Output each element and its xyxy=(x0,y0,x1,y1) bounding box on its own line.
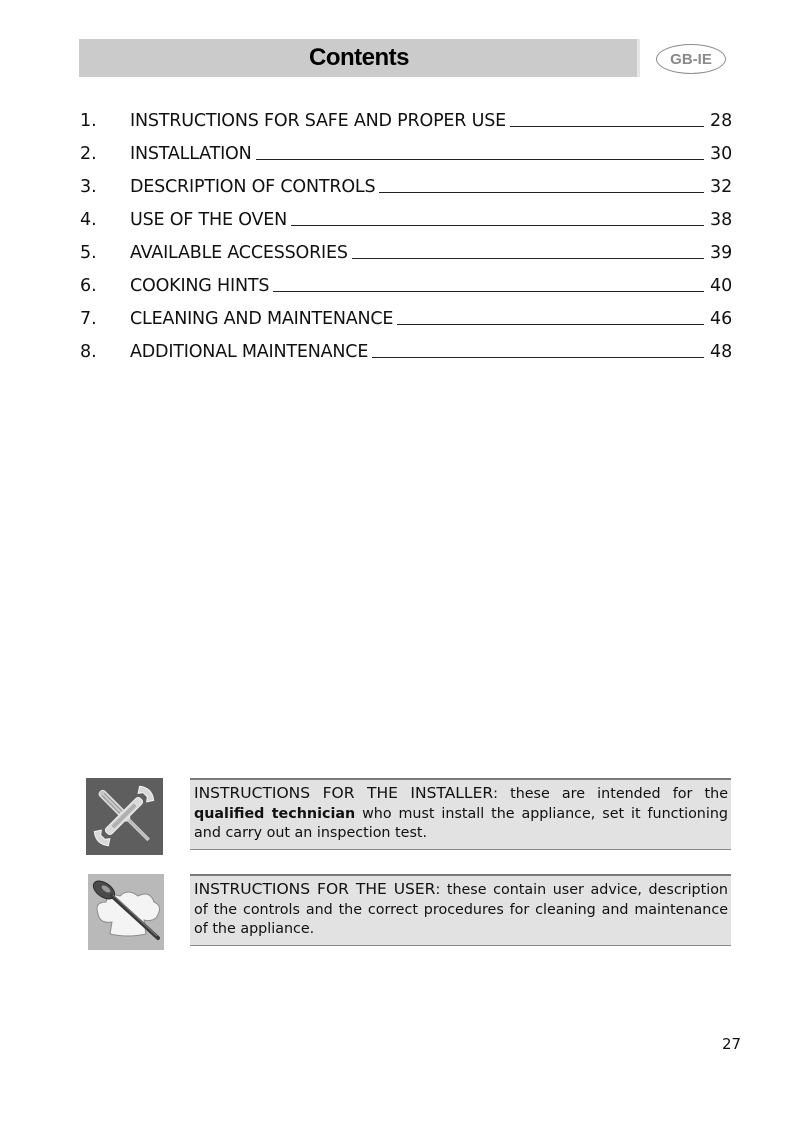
toc-entry[interactable] xyxy=(80,340,732,373)
user-note-body: : these contain user advice, description of the controls and the correct procedures for cleaning and maintenance of the appliance. xyxy=(194,882,728,937)
toc-entry-number: 1. xyxy=(80,111,97,131)
language-badge: GB-IE xyxy=(656,44,726,74)
toc-leader-line xyxy=(372,343,704,358)
toc-entry-page: 39 xyxy=(710,243,733,263)
toc-entry-label: AVAILABLE ACCESSORIES xyxy=(130,243,348,263)
toc-entry-label: CLEANING AND MAINTENANCE xyxy=(130,309,394,329)
toc-entry-number: 8. xyxy=(80,342,97,362)
toc-entry-page: 46 xyxy=(710,309,733,329)
toc-entry[interactable] xyxy=(80,175,732,208)
toc-entry-number: 7. xyxy=(80,309,97,329)
toc-entry-page: 32 xyxy=(710,177,733,197)
toc-leader-line xyxy=(379,178,704,193)
installer-note-lead: INSTRUCTIONS FOR THE INSTALLER xyxy=(194,784,494,802)
spoon-chef-hat-icon xyxy=(88,874,164,950)
page-title: Contents xyxy=(309,44,409,71)
toc-leader-line xyxy=(352,244,704,259)
installer-note-text xyxy=(190,778,731,850)
toc-leader-line xyxy=(291,211,704,226)
toc-entry-page: 40 xyxy=(710,276,733,296)
toc-entry-label: INSTRUCTIONS FOR SAFE AND PROPER USE xyxy=(130,111,506,131)
toc-entry-number: 3. xyxy=(80,177,97,197)
toc-entry-page: 48 xyxy=(710,342,733,362)
toc-entry[interactable] xyxy=(80,142,732,175)
toc-entry-number: 4. xyxy=(80,210,97,230)
toc-entry-page: 38 xyxy=(710,210,733,230)
toc-leader-line xyxy=(397,310,704,325)
contents-header-bar xyxy=(79,39,640,77)
toc-entry[interactable] xyxy=(80,307,732,340)
installer-note-emphasis: qualified technician xyxy=(194,805,356,822)
toc-entry[interactable] xyxy=(80,241,732,274)
toc-entry-label: DESCRIPTION OF CONTROLS xyxy=(130,177,376,197)
toc-entry-label: USE OF THE OVEN xyxy=(130,210,287,230)
toc-entry-label: COOKING HINTS xyxy=(130,276,270,296)
toc-entry-label: ADDITIONAL MAINTENANCE xyxy=(130,342,369,362)
toc-leader-line xyxy=(510,112,704,127)
installer-note-body-end: who must install the appliance, set it functioning and carry out an inspection test. xyxy=(194,805,728,841)
toc-entry-label: INSTALLATION xyxy=(130,144,252,164)
toc-entry-number: 2. xyxy=(80,144,97,164)
toc-entry[interactable] xyxy=(80,274,732,307)
toc-leader-line xyxy=(256,145,705,160)
toc-leader-line xyxy=(273,277,704,292)
installer-note-body: : these are intended for the xyxy=(493,786,729,802)
toc-entry-number: 6. xyxy=(80,276,97,296)
wrench-screwdriver-icon xyxy=(86,778,163,855)
toc-entry-page: 30 xyxy=(710,144,733,164)
user-note-text xyxy=(190,874,731,946)
toc-entry[interactable] xyxy=(80,109,732,142)
table-of-contents xyxy=(80,109,732,373)
toc-entry[interactable] xyxy=(80,208,732,241)
toc-entry-page: 28 xyxy=(710,111,733,131)
page-number: 27 xyxy=(722,1035,742,1053)
toc-entry-number: 5. xyxy=(80,243,97,263)
user-note-lead: INSTRUCTIONS FOR THE USER xyxy=(194,880,436,898)
